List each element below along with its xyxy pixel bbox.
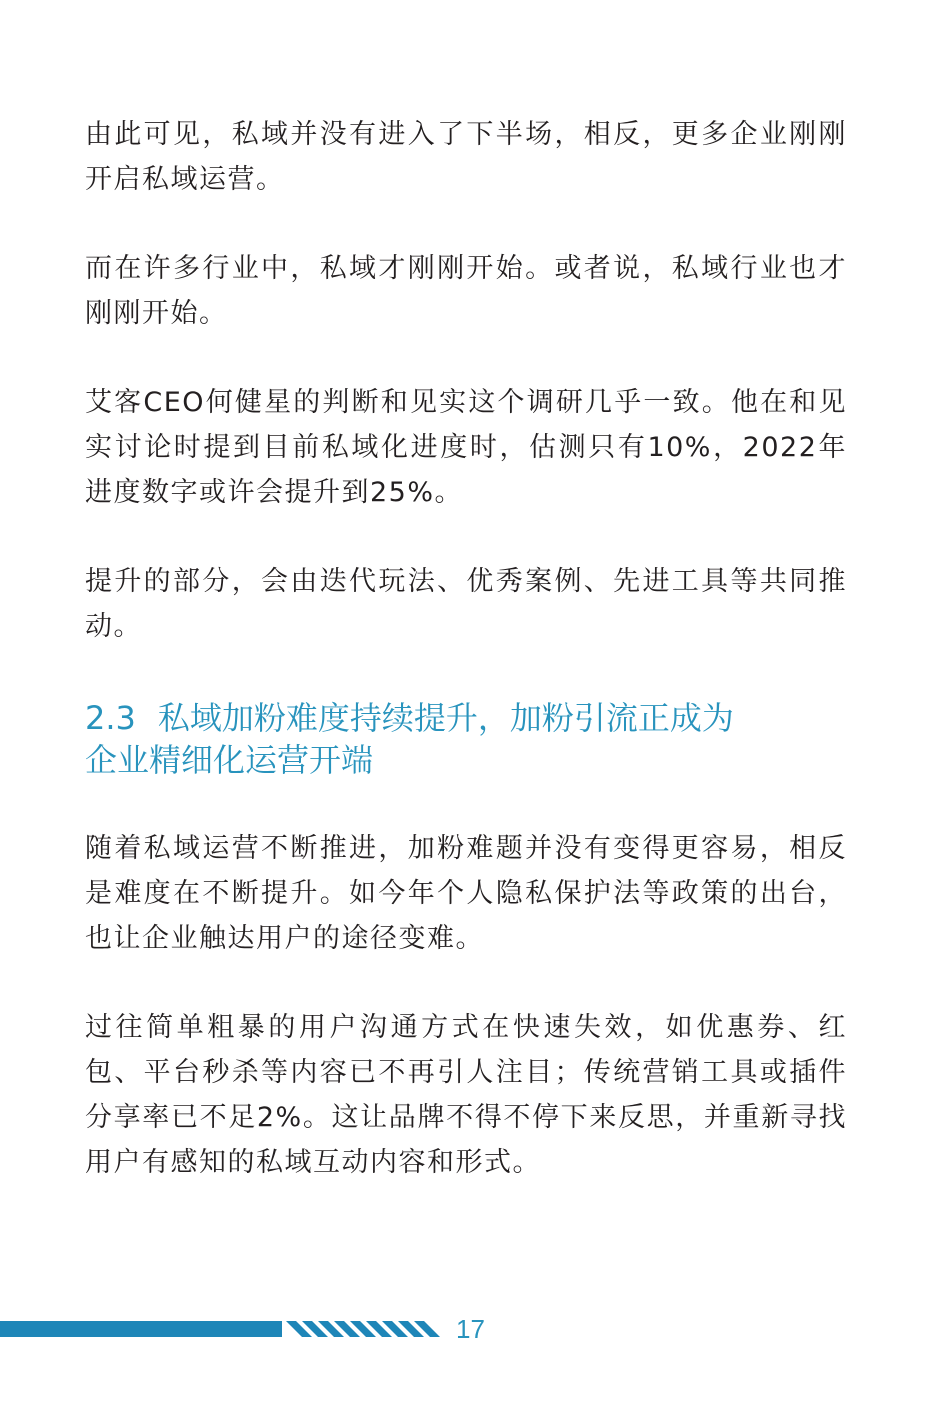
section-heading-line-1 xyxy=(85,697,847,739)
section-heading xyxy=(85,697,847,781)
section-title-line-2: 企业精细化运营开端 xyxy=(85,741,374,779)
paragraph-2: 而在许多行业中，私域才刚刚开始。或者说，私域行业也才刚刚开始。 xyxy=(85,253,847,329)
paragraph-6: 过往简单粗暴的用户沟通方式在快速失效，如优惠券、红包、平台秒杀等内容已不再引人注目；传统营销工具或插件分享率已不足2%。这让品牌不得不停下来反思，并重新寻找用户有感知的私域互动内容和形式。 xyxy=(85,1012,847,1178)
footer-hatch-stripes xyxy=(286,1321,440,1337)
footer-stripe-bar xyxy=(0,1316,460,1342)
page-number: 17 xyxy=(456,1314,485,1344)
paragraph-3: 艾客CEO何健星的判断和见实这个调研几乎一致。他在和见实讨论时提到目前私域化进度时，估测只有10%，2022年进度数字或许会提升到25%。 xyxy=(85,387,847,508)
page-content xyxy=(85,112,847,1185)
paragraph-4: 提升的部分，会由迭代玩法、优秀案例、先进工具等共同推动。 xyxy=(85,566,847,642)
footer-solid-bar xyxy=(0,1321,282,1337)
section-title-line-1: 私域加粉难度持续提升，加粉引流正成为 xyxy=(157,699,734,737)
paragraph-5: 随着私域运营不断推进，加粉难题并没有变得更容易，相反是难度在不断提升。如今年个人隐私保护法等政策的出台，也让企业触达用户的途径变难。 xyxy=(85,833,847,954)
paragraph-1: 由此可见，私域并没有进入了下半场，相反，更多企业刚刚开启私域运营。 xyxy=(85,119,847,195)
section-number: 2.3 xyxy=(85,699,136,737)
